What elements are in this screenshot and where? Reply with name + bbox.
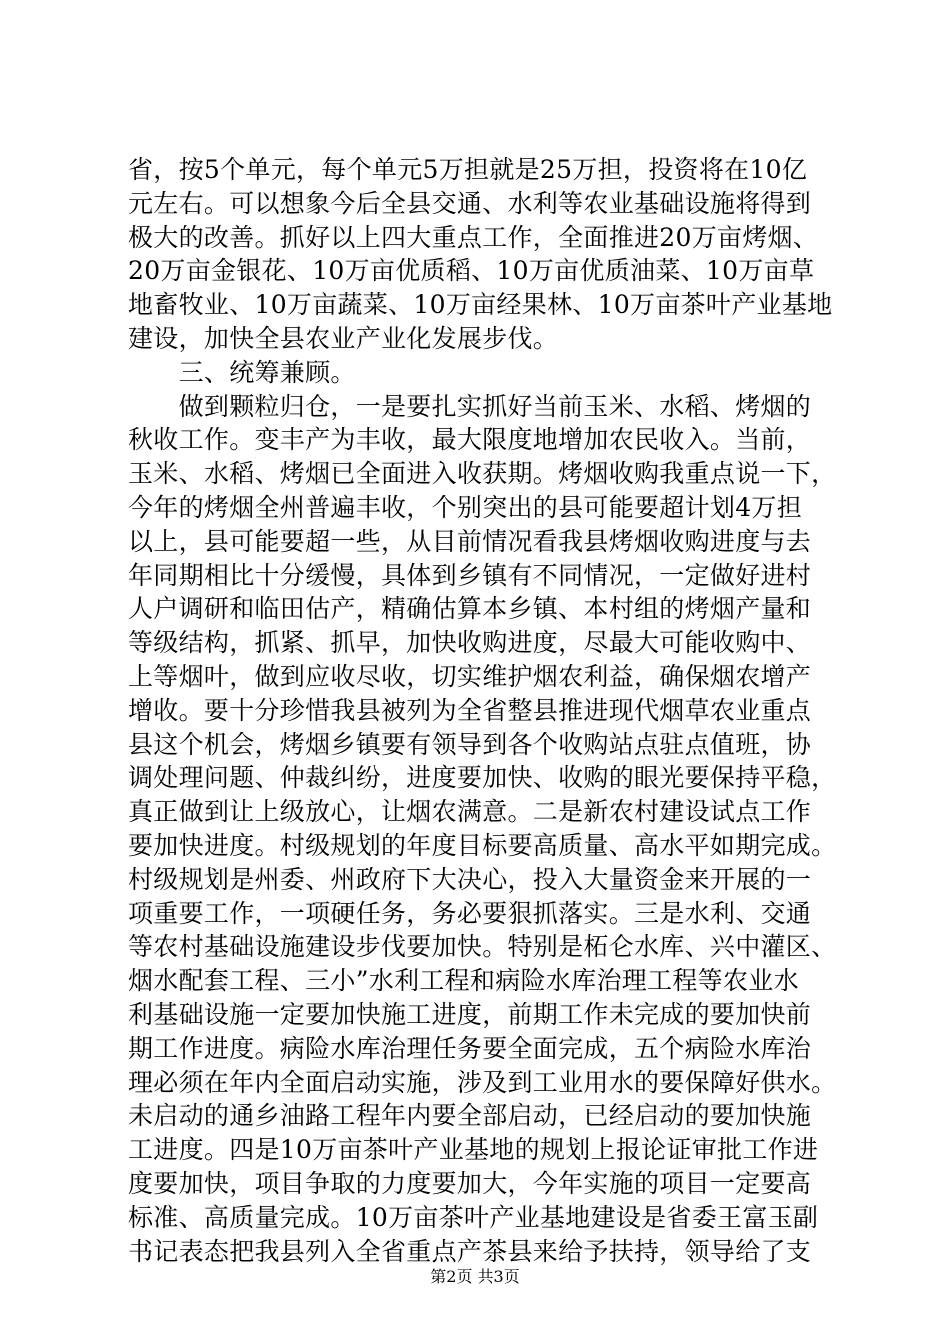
text-line: 真正做到让上级放心，让烟农满意。二是新农村建设试点工作 xyxy=(128,797,812,827)
text-line: 书记表态把我县列入全省重点产茶县来给予扶持，领导给了支 xyxy=(128,1236,812,1266)
text-line: 等农村基础设施建设步伐要加快。特别是柘仑水库、兴中灌区、 xyxy=(128,932,837,962)
text-line: 理必须在年内全面启动实施，涉及到工业用水的要保障好供水。 xyxy=(128,1067,837,1097)
text-line: 要加快进度。村级规划的年度目标要高质量、高水平如期完成。 xyxy=(128,830,837,860)
text-line: 未启动的通乡油路工程年内要全部启动，已经启动的要加快施 xyxy=(128,1101,812,1131)
text-line: 20万亩金银花、10万亩优质稻、10万亩优质油菜、10万亩草 xyxy=(128,256,815,286)
text-line: 调处理问题、仲裁纠纷，进度要加快、收购的眼光要保持平稳， xyxy=(128,763,837,793)
text-line: 烟水配套工程、三小”水利工程和病险水库治理工程等农业水 xyxy=(128,966,799,996)
text-line: 等级结构，抓紧、抓早，加快收购进度，尽最大可能收购中、 xyxy=(128,628,812,658)
text-line: 期工作进度。病险水库治理任务要全面完成，五个病险水库治 xyxy=(128,1033,812,1063)
text-line: 省，按5个单元，每个单元5万担就是25万担，投资将在10亿 xyxy=(128,155,808,184)
text-line: 今年的烤烟全州普遍丰收，个别突出的县可能要超计划4万担 xyxy=(128,492,803,522)
text-line: 增收。要十分珍惜我县被列为全省整县推进现代烟草农业重点 xyxy=(128,695,812,725)
text-line: 元左右。可以想象今后全县交通、水利等农业基础设施将得到 xyxy=(128,188,812,218)
text-line: 做到颗粒归仓，一是要扎实抓好当前玉米、水稻、烤烟的 xyxy=(128,391,812,421)
text-line: 度要加快，项目争取的力度要加大，今年实施的项目一定要高 xyxy=(128,1168,812,1198)
text-line: 村级规划是州委、州政府下大决心，投入大量资金来开展的一 xyxy=(128,864,812,894)
text-line: 年同期相比十分缓慢，具体到乡镇有不同情况，一定做好进村 xyxy=(128,560,812,590)
text-line: 秋收工作。变丰产为丰收，最大限度地增加农民收入。当前， xyxy=(128,425,812,455)
section-heading: 三、统筹兼顾。 xyxy=(128,357,356,387)
text-line: 县这个机会，烤烟乡镇要有领导到各个收购站点驻点值班，协 xyxy=(128,729,812,759)
text-line: 标准、高质量完成。10万亩茶叶产业基地建设是省委王富玉副 xyxy=(128,1202,819,1232)
text-line: 地畜牧业、10万亩蔬菜、10万亩经果林、10万亩茶叶产业基地 xyxy=(128,290,833,320)
text-line: 人户调研和临田估产，精确估算本乡镇、本村组的烤烟产量和 xyxy=(128,594,812,624)
text-line: 以上，县可能要超一些，从目前情况看我县烤烟收购进度与去 xyxy=(128,526,812,556)
text-line: 利基础设施一定要加快施工进度，前期工作未完成的要加快前 xyxy=(128,999,812,1029)
page-number-footer: 第2页 共3页 xyxy=(430,1267,520,1286)
text-line: 工进度。四是10万亩茶叶产业基地的规划上报论证审批工作进 xyxy=(128,1135,819,1165)
text-line: 玉米、水稻、烤烟已全面进入收获期。烤烟收购我重点说一下， xyxy=(128,459,837,489)
text-line: 项重要工作，一项硬任务，务必要狠抓落实。三是水利、交通 xyxy=(128,898,812,928)
text-line: 建设，加快全县农业产业化发展步伐。 xyxy=(128,323,559,353)
document-body xyxy=(128,153,853,1268)
text-line: 上等烟叶，做到应收尽收，切实维护烟农利益，确保烟农增产 xyxy=(128,661,812,691)
text-line: 极大的改善。抓好以上四大重点工作，全面推进20万亩烤烟、 xyxy=(128,222,819,252)
